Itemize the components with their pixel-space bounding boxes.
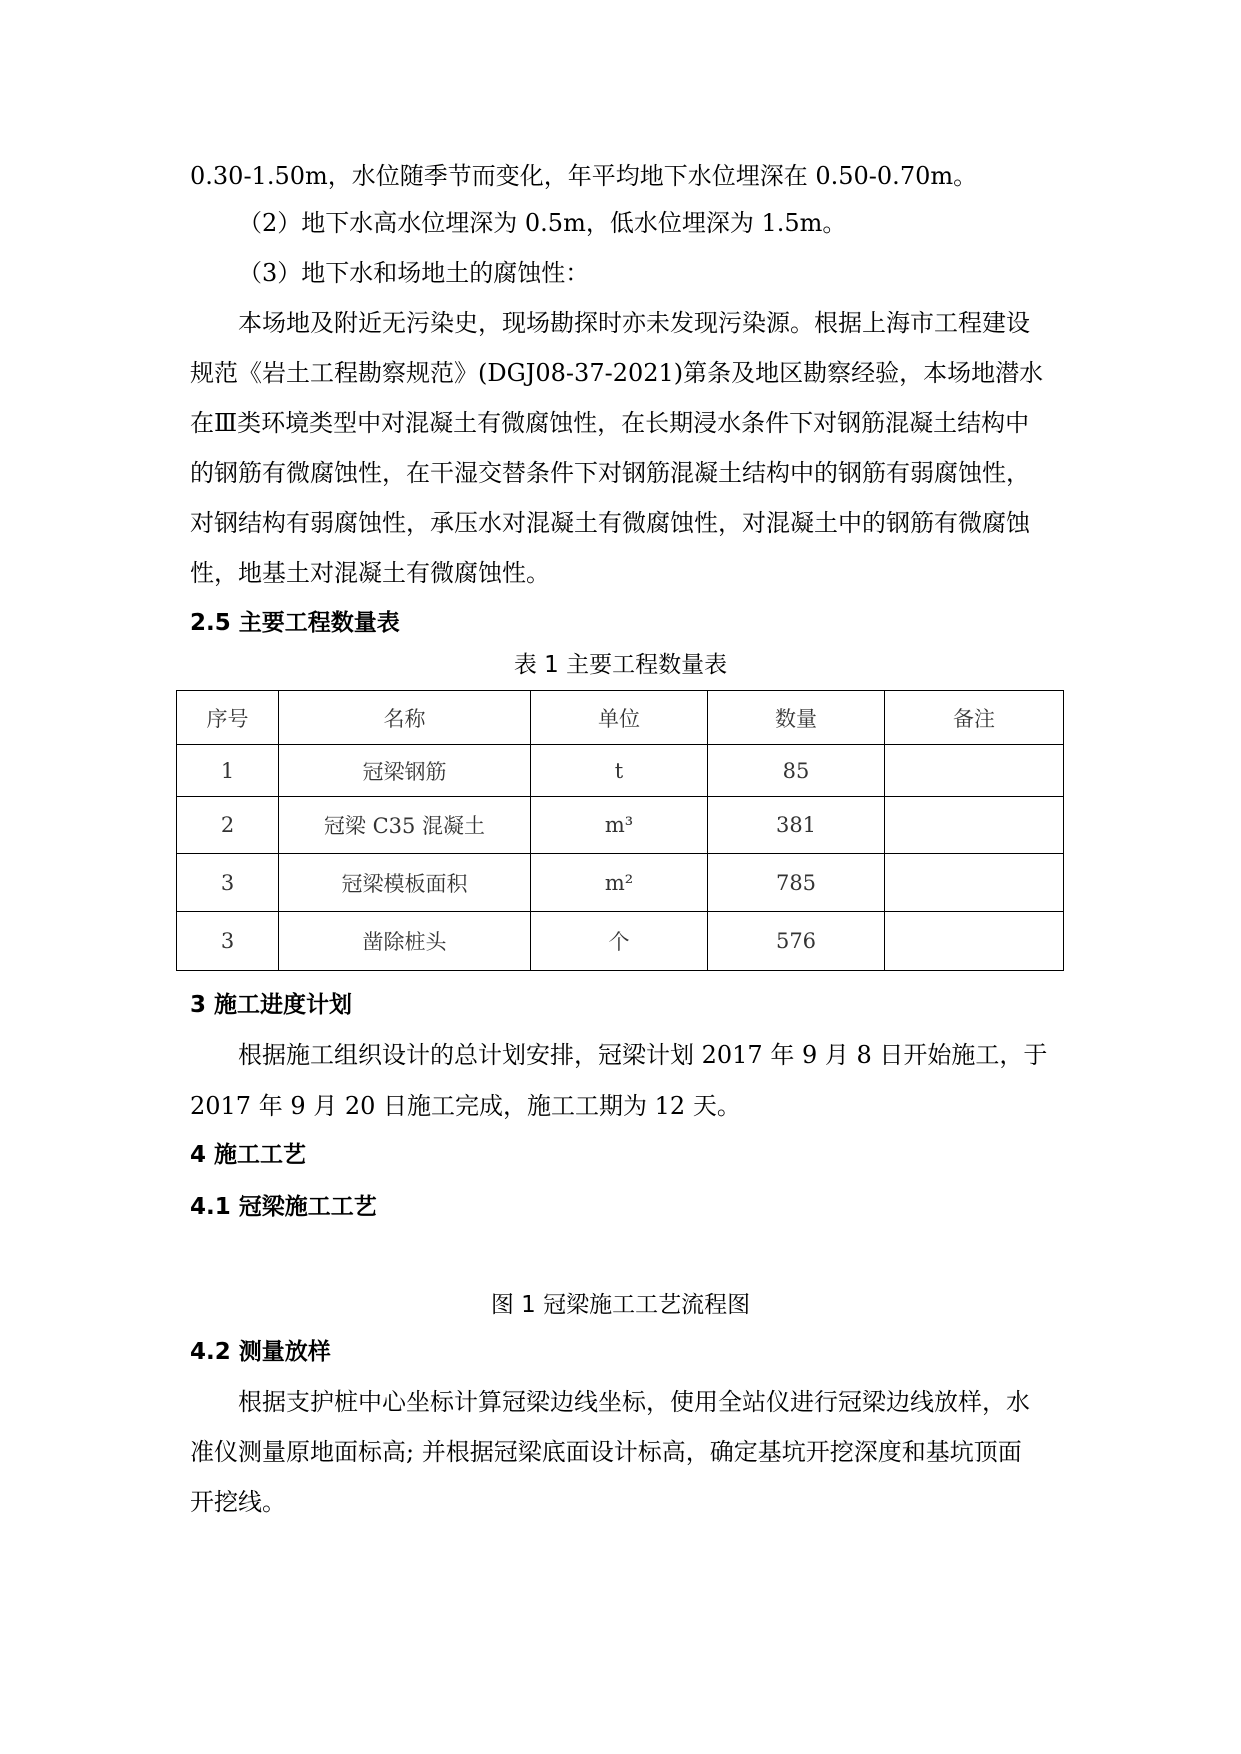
table-cell: 个 (531, 912, 708, 971)
table-cell: 85 (708, 745, 885, 797)
table-cell: t (531, 745, 708, 797)
paragraph-line: 开挖线。 (190, 1488, 286, 1516)
paragraph-line: 规范《岩土工程勘察规范》(DGJ08-37-2021)第条及地区勘察经验，本场地潜水 (190, 359, 1044, 387)
paragraph-line: 2017 年 9 月 20 日施工完成，施工工期为 12 天。 (190, 1092, 741, 1120)
section-heading: 2.5 主要工程数量表 (190, 610, 400, 636)
table-cell: 2 (177, 797, 279, 854)
paragraph-line: 准仪测量原地面标高; 并根据冠梁底面设计标高，确定基坑开挖深度和基坑顶面 (190, 1438, 1022, 1466)
table-cell: 3 (177, 854, 279, 912)
table-cell: 凿除桩头 (279, 912, 531, 971)
table-cell (885, 854, 1064, 912)
section-heading: 4.1 冠梁施工工艺 (190, 1194, 377, 1220)
paragraph-line: 在Ⅲ类环境类型中对混凝土有微腐蚀性，在长期浸水条件下对钢筋混凝土结构中 (190, 409, 1030, 437)
table-caption: 表 1 主要工程数量表 (513, 652, 728, 678)
paragraph-line: （3）地下水和场地土的腐蚀性： (238, 259, 590, 287)
table-header-row (177, 691, 1064, 745)
table-header-cell: 备注 (885, 691, 1064, 745)
figure-caption: 图 1 冠梁施工工艺流程图 (490, 1292, 751, 1318)
paragraph-line: 对钢结构有弱腐蚀性，承压水对混凝土有微腐蚀性，对混凝土中的钢筋有微腐蚀 (190, 509, 1030, 537)
section-heading: 4.2 测量放样 (190, 1339, 331, 1365)
paragraph-line: 性，地基土对混凝土有微腐蚀性。 (190, 559, 550, 587)
paragraph-line: 根据施工组织设计的总计划安排，冠梁计划 2017 年 9 月 8 日开始施工，于 (238, 1041, 1048, 1069)
paragraph-line: （2）地下水高水位埋深为 0.5m，低水位埋深为 1.5m。 (238, 209, 847, 237)
section-heading: 3 施工进度计划 (190, 992, 353, 1018)
table-cell (885, 745, 1064, 797)
table-cell: 785 (708, 854, 885, 912)
table-header-cell: 序号 (177, 691, 279, 745)
table-cell: 576 (708, 912, 885, 971)
paragraph-line: 本场地及附近无污染史，现场勘探时亦未发现污染源。根据上海市工程建设 (238, 309, 1030, 337)
table-cell: 381 (708, 797, 885, 854)
table-cell: 冠梁模板面积 (279, 854, 531, 912)
table-row (177, 745, 1064, 797)
table-cell: 冠梁钢筋 (279, 745, 531, 797)
paragraph-line: 的钢筋有微腐蚀性，在干湿交替条件下对钢筋混凝土结构中的钢筋有弱腐蚀性， (190, 459, 1030, 487)
paragraph-line: 0.30-1.50m，水位随季节而变化，年平均地下水位埋深在 0.50-0.70m。 (190, 162, 978, 190)
table-cell: m³ (531, 797, 708, 854)
quantity-table (176, 690, 1064, 971)
table-row (177, 797, 1064, 854)
table-cell (885, 797, 1064, 854)
table-cell: m² (531, 854, 708, 912)
paragraph-line: 根据支护桩中心坐标计算冠梁边线坐标，使用全站仪进行冠梁边线放样，水 (238, 1388, 1030, 1416)
table-cell: 3 (177, 912, 279, 971)
section-heading: 4 施工工艺 (190, 1142, 307, 1168)
table-cell (885, 912, 1064, 971)
table-header-cell: 单位 (531, 691, 708, 745)
table-header-cell: 数量 (708, 691, 885, 745)
table-header-cell: 名称 (279, 691, 531, 745)
table-cell: 冠梁 C35 混凝土 (279, 797, 531, 854)
table-cell: 1 (177, 745, 279, 797)
table-row (177, 912, 1064, 971)
table-row (177, 854, 1064, 912)
